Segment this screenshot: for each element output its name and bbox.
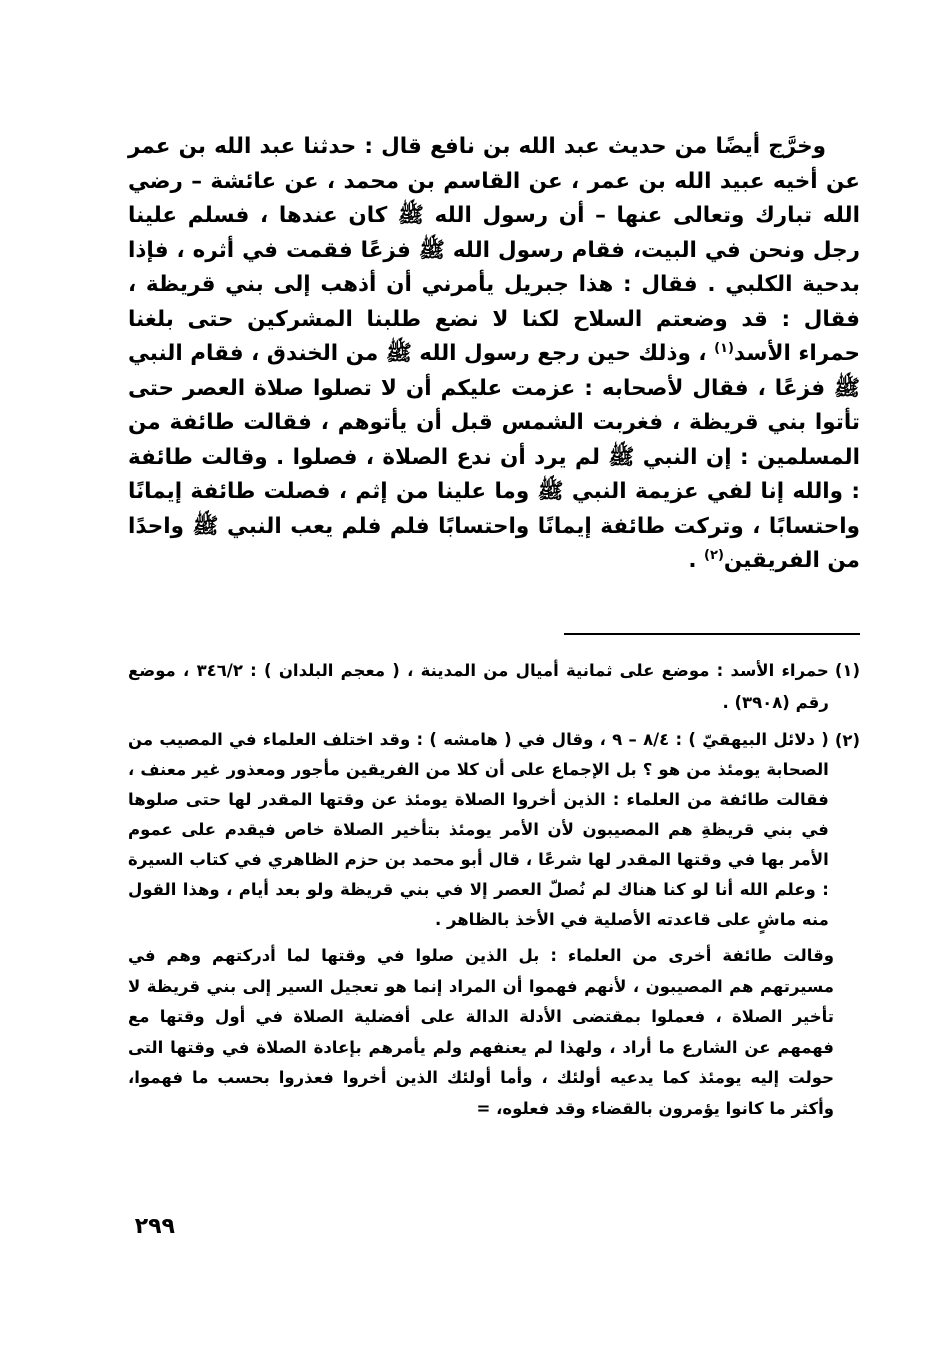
footnote-ref-1: (١) [714, 340, 734, 356]
hadith-paragraph [128, 130, 860, 579]
main-paragraph-text: وخرَّج أيضًا من حديث عبد الله بن نافع قال : حدثنا عبد الله بن عمر عن أخيه عبيد الله بن عمر ، عن القاسم بن محمد ، عن عائشة – رضي الله تبارك وتعالى عنها – أن رسول الله ﷺ كان عندها ، فسلم علينا رجل ونحن في البيت، فقام رسول الله ﷺ فزعًا فقمت في أثره ، فإذا بدحية الكلبي . فقال : هذا جبريل يأمرني أن أذهب إلى بني قريظة ، فقال : قد وضعتم السلاح لكنا لا نضع طلبنا المشركين حتى بلغنا حمراء الأسد [128, 134, 860, 366]
page-number: ٢٩٩ [134, 1214, 175, 1239]
footnote-ref-2: (٢) [704, 547, 724, 563]
footnote-2-continuation: وقالت طائفة أخرى من العلماء : بل الذين صلوا في وقتها لما أدركتهم وهم في مسيرتهم هم المصيبون ، لأنهم فهموا أن المراد إنما هو تعجيل السير إلى بني قريظة لا تأخير الصلاة ، فعملوا بمقتضى الأدلة الدالة على أفضلية الصلاة في أول وقتها مع فهمهم عن الشارع ما أراد ، ولهذا لم يعنفهم ولم يأمرهم بإعادة الصلاة في وقتها التى حولت إليه يومئذ كما يدعيه أولئك ، وأما أولئك الذين أخروا فعذروا بحسب ما فهموا، وأكثر ما كانوا يؤمرون بالقضاء وقد فعلوه، = [128, 946, 834, 1118]
footnote-1-text: حمراء الأسد : موضع على ثمانية أميال من المدينة ، ( معجم البلدان ) : ٣٤٦/٢ ، موضع رقم (٣٩٠٨) . [128, 661, 829, 712]
footnote-1-number: (١) [834, 661, 860, 680]
main-paragraph-end: . [688, 548, 705, 573]
footnote-2-text: ( دلائل البيهقيّ ) : ٨/٤ – ٩ ، وقال في ( هامشه ) : وقد اختلف العلماء في المصيب من الصحابة يومئذ من هو ؟ بل الإجماع على أن كلا من الفريقين مأجور ومعذور غير معنف ، فقالت طائفة من العلماء : الذين أخروا الصلاة يومئذ عن وقتها المقدر لها حتى صلوها في بني قريظةِ هم المصيبون لأن الأمر يومئذ بتأخير الصلاة خاص فيقدم على عموم الأمر بها في وقتها المقدر لها شرعًا ، قال أبو محمد بن حزم الظاهري في كتاب السيرة : وعلم الله أنا لو كنا هناك لم نُصلّ العصر إلا في بني قريظة ولو بعد أيام ، وهذا القول منه ماشٍ على قاعدته الأصلية في الأخذ بالظاهر . [128, 730, 829, 929]
footnote-2 [128, 725, 860, 935]
footnote-separator [564, 633, 860, 635]
footnote-1 [128, 655, 860, 719]
footnotes-section [128, 655, 860, 1124]
main-paragraph-continuation: ، وذلك حين رجع رسول الله ﷺ من الخندق ، فقام النبي ﷺ فزعًا ، فقال لأصحابه : عزمت عليكم أن لا تصلوا صلاة العصر حتى تأتوا بني قريظة ، فغربت الشمس قبل أن يأتوهم ، فقالت طائفة من المسلمين : إن النبي ﷺ لم يرد أن ندع الصلاة ، فصلوا . وقالت طائفة : والله إنا لفي عزيمة النبي ﷺ وما علينا من إثم ، فصلت طائفة إيمانًا واحتسابًا ، وتركت طائفة إيمانًا واحتسابًا فلم فلم يعب النبي ﷺ واحدًا من الفريقين [128, 341, 860, 573]
footnote-2-number: (٢) [834, 731, 860, 750]
